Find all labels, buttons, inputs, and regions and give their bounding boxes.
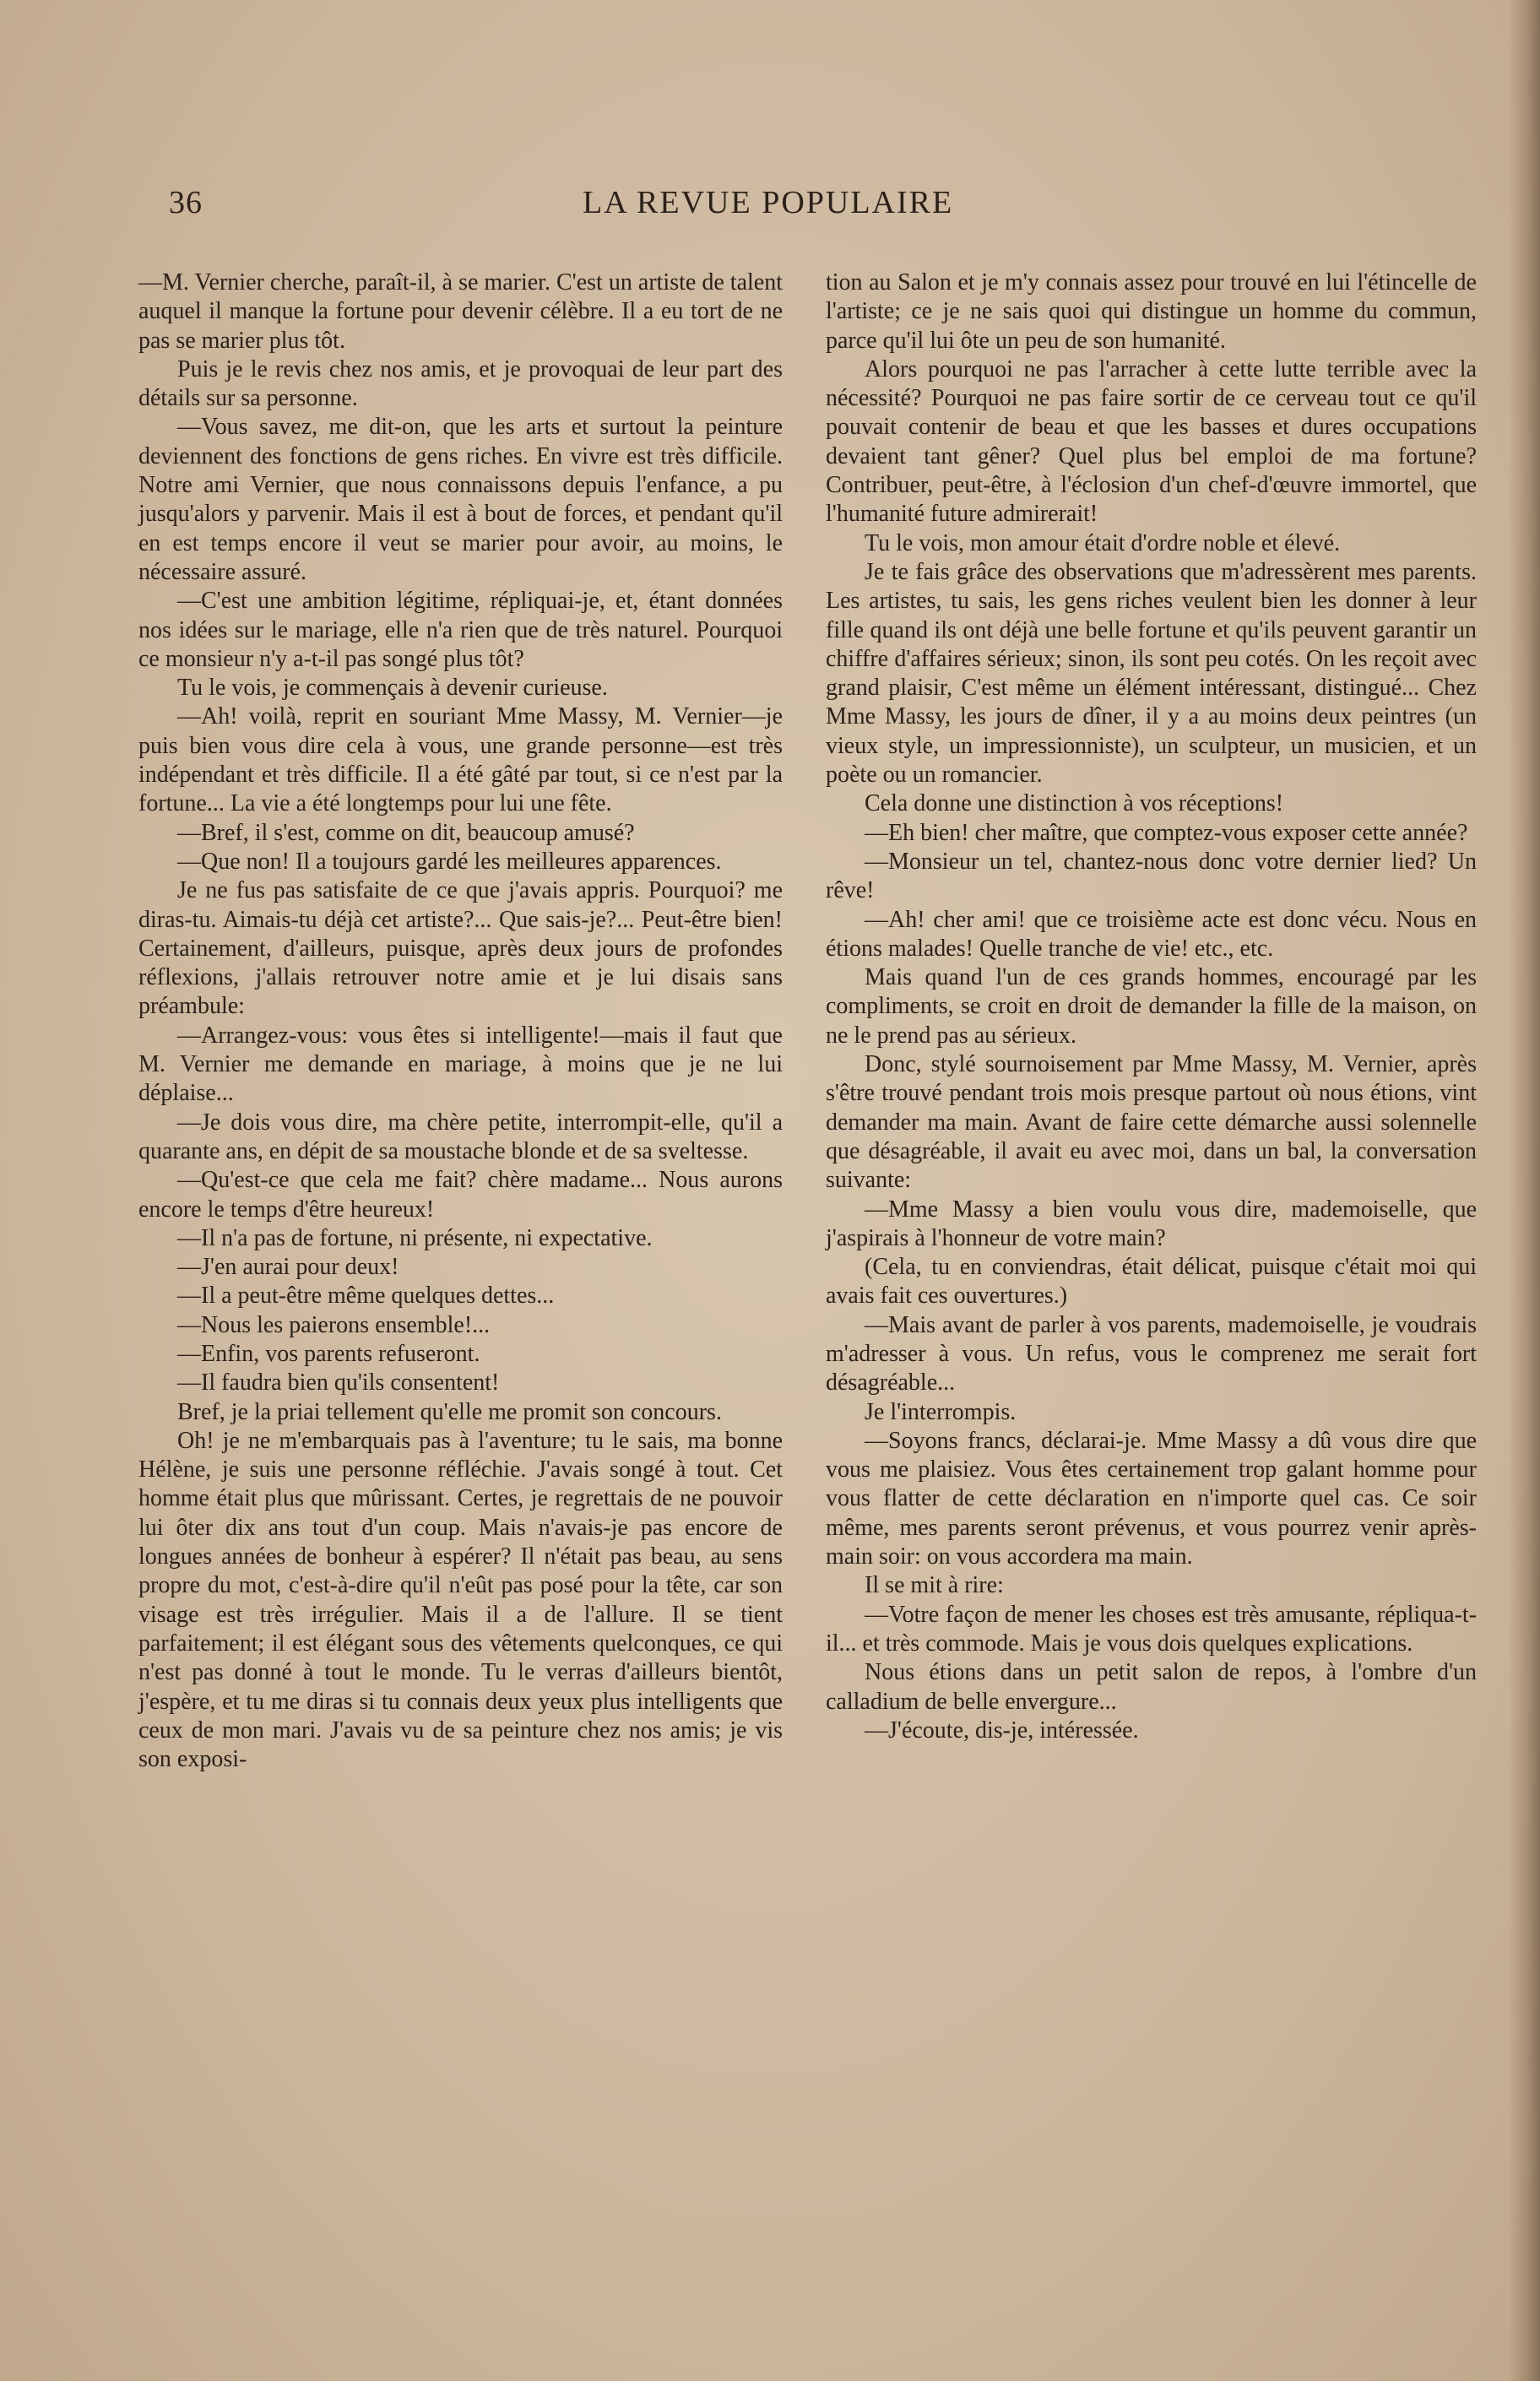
left-column bbox=[138, 268, 783, 1774]
paragraph: (Cela, tu en conviendras, était délicat, puisque c'était moi qui avais fait ces ouvertures.) bbox=[826, 1254, 1477, 1310]
page-number: 36 bbox=[169, 185, 203, 220]
paragraph: Oh! je ne m'embarquais pas à l'aventure; tu le sais, ma bonne Hélène, je suis une personne réfléchie. J'avais songé à tout. Cet homme était plus que mûrissant. Certes, je regrettais de ne pouvoir lui ôter dix ans tout d'un coup. Mais n'avais-je pas encore de longues années de bonheur à espérer? Il n'était pas beau, au sens propre du mot, c'est-à-dire qu'il n'eût pas posé pour la tête, car son visage est très irrégulier. Mais il a de l'allure. Il se tient parfaitement; il est élégant sous des vêtements quelconques, ce qui n'est pas donné à tout le monde. Tu le verras d'ailleurs bientôt, j'espère, et tu me diras si tu connais deux yeux plus intelligents que ceux de mon mari. J'avais vu de sa peinture chez nos amis; je vis son exposi- bbox=[138, 1427, 783, 1773]
paragraph: —Bref, il s'est, comme on dit, beaucoup amusé? bbox=[177, 819, 635, 846]
paragraph: tion au Salon et je m'y connais assez pour trouvé en lui l'étincelle de l'artiste; ce je ne sais quoi qui distingue un homme du commun, parce qu'il lui ôte un peu de son humanité. bbox=[826, 269, 1477, 354]
paragraph: Bref, je la priai tellement qu'elle me promit son concours. bbox=[177, 1398, 722, 1425]
running-title: LA REVUE POPULAIRE bbox=[583, 185, 954, 220]
page-header bbox=[169, 184, 1022, 235]
paragraph: —Vous savez, me dit-on, que les arts et surtout la peinture deviennent des fonctions de gens riches. En vivre est très difficile. Notre ami Vernier, que nous connaissons depuis l'enfance, a pu jusqu'alors y parvenir. Mais il est à bout de forces, et pendant qu'il en est temps encore il veut se marier pour avoir, au moins, le nécessaire assuré. bbox=[138, 414, 783, 585]
paragraph: Mais quand l'un de ces grands hommes, encouragé par les compliments, se croit en droit de demander la fille de la maison, on ne le prend pas au sérieux. bbox=[826, 964, 1477, 1049]
paragraph: —Il a peut-être même quelques dettes... bbox=[177, 1283, 555, 1310]
paragraph: —Mme Massy a bien voulu vous dire, mademoiselle, que j'aspirais à l'honneur de votre main? bbox=[826, 1196, 1477, 1251]
paragraph: —Ah! voilà, reprit en souriant Mme Massy, M. Vernier—je puis bien vous dire cela à vous, une grande personne—est très indépendant et très difficile. Il a été gâté par tout, si ce n'est par la fortune... La vie a été longtemps pour lui une fête. bbox=[138, 703, 783, 817]
paragraph: —C'est une ambition légitime, répliquai-je, et, étant données nos idées sur le mariage, elle n'a rien que de très naturel. Pourquoi ce monsieur n'y a-t-il pas songé plus tôt? bbox=[138, 588, 783, 672]
paragraph: —Que non! Il a toujours gardé les meilleures apparences. bbox=[177, 848, 722, 875]
paragraph: Donc, stylé sournoisement par Mme Massy, M. Vernier, après s'être trouvé pendant trois mois presque partout où nous étions, vint demander ma main. Avant de faire cette démarche aussi solennelle que désagréable, il avait eu avec moi, dans un bal, la conversation suivante: bbox=[826, 1051, 1477, 1194]
paragraph: Tu le vois, je commençais à devenir curieuse. bbox=[177, 675, 608, 702]
paragraph: —Ah! cher ami! que ce troisième acte est donc vécu. Nous en étions malades! Quelle tranche de vie! etc., etc. bbox=[826, 906, 1477, 962]
paragraph: —Il faudra bien qu'ils consentent! bbox=[177, 1369, 500, 1397]
paragraph: —J'en aurai pour deux! bbox=[177, 1254, 399, 1281]
paragraph: —Je dois vous dire, ma chère petite, interrompit-elle, qu'il a quarante ans, en dépit de sa moustache blonde et de sa sveltesse. bbox=[138, 1109, 783, 1164]
paragraph: —Soyons francs, déclarai-je. Mme Massy a dû vous dire que vous me plaisiez. Vous êtes certainement trop galant homme pour vous flatter de cette déclaration en n'importe quel cas. Ce soir même, mes parents seront prévenus, et vous pourrez venir après-main soir: on vous accordera ma main. bbox=[826, 1427, 1477, 1570]
paragraph: —Mais avant de parler à vos parents, mademoiselle, je voudrais m'adresser à vous. Un refus, vous le comprenez me serait fort désagréable... bbox=[826, 1311, 1477, 1397]
paragraph: —M. Vernier cherche, paraît-il, à se marier. C'est un artiste de talent auquel il manque la fortune pour devenir célèbre. Il a eu tort de ne pas se marier plus tôt. bbox=[138, 269, 783, 354]
paragraph: Il se mit à rire: bbox=[865, 1572, 1004, 1599]
paragraph: Cela donne une distinction à vos réceptions! bbox=[865, 790, 1284, 817]
paragraph: —Votre façon de mener les choses est très amusante, répliqua-t-il... et très commode. Mais je vous dois quelques explications. bbox=[826, 1601, 1477, 1657]
paragraph: —Arrangez-vous: vous êtes si intelligente!—mais il faut que M. Vernier me demande en mariage, à moins que je ne lui déplaise... bbox=[138, 1022, 783, 1107]
paragraph: —Enfin, vos parents refuseront. bbox=[177, 1340, 480, 1367]
paragraph: Tu le vois, mon amour était d'ordre noble et élevé. bbox=[865, 529, 1341, 556]
paragraph: Je te fais grâce des observations que m'adressèrent mes parents. Les artistes, tu sais, les gens riches veulent bien les donner à leur fille quand ils ont déjà une belle fortune et qu'ils peuvent garantir un chiffre d'affaires sérieux; sinon, ils sont peu cotés. On les reçoit avec grand plaisir, C'est même un élément intéressant, distingué... Chez Mme Massy, les jours de dîner, il y a au moins deux peintres (un vieux style, un impressionniste), un sculpteur, un musicien, et un poète ou un romancier. bbox=[826, 558, 1477, 789]
paragraph: —Eh bien! cher maître, que comptez-vous exposer cette année? bbox=[865, 819, 1468, 846]
paragraph: —Monsieur un tel, chantez-nous donc votre dernier lied? Un rêve! bbox=[826, 848, 1477, 904]
right-column bbox=[826, 268, 1477, 1745]
paragraph: Je ne fus pas satisfaite de ce que j'avais appris. Pourquoi? me diras-tu. Aimais-tu déjà cet artiste?... Que sais-je?... Peut-être bien! Certainement, d'ailleurs, puisque, après deux jours de profondes réflexions, j'allais retrouver notre amie et je lui disais sans préambule: bbox=[138, 877, 783, 1020]
paragraph: —Il n'a pas de fortune, ni présente, ni expectative. bbox=[177, 1224, 653, 1251]
paragraph: Je l'interrompis. bbox=[865, 1398, 1017, 1425]
page-edge-shadow bbox=[1508, 0, 1540, 2381]
paragraph: —Qu'est-ce que cela me fait? chère madame... Nous aurons encore le temps d'être heureux! bbox=[138, 1167, 783, 1223]
paragraph: —Nous les paierons ensemble!... bbox=[177, 1311, 491, 1338]
paragraph: Nous étions dans un petit salon de repos, à l'ombre d'un calladium de belle envergure... bbox=[826, 1659, 1477, 1715]
paragraph: Alors pourquoi ne pas l'arracher à cette lutte terrible avec la nécessité? Pourquoi ne pas faire sortir de ce cerveau tout ce qu'il pouvait contenir de beau et que les basses et dures occupations devaient tant gêner? Quel plus bel emploi de ma fortune? Contribuer, peut-être, à l'éclosion d'un chef-d'œuvre immortel, que l'humanité future admirerait! bbox=[826, 355, 1477, 528]
paragraph: —J'écoute, dis-je, intéressée. bbox=[865, 1717, 1139, 1744]
paragraph: Puis je le revis chez nos amis, et je provoquai de leur part des détails sur sa personne. bbox=[138, 355, 783, 412]
